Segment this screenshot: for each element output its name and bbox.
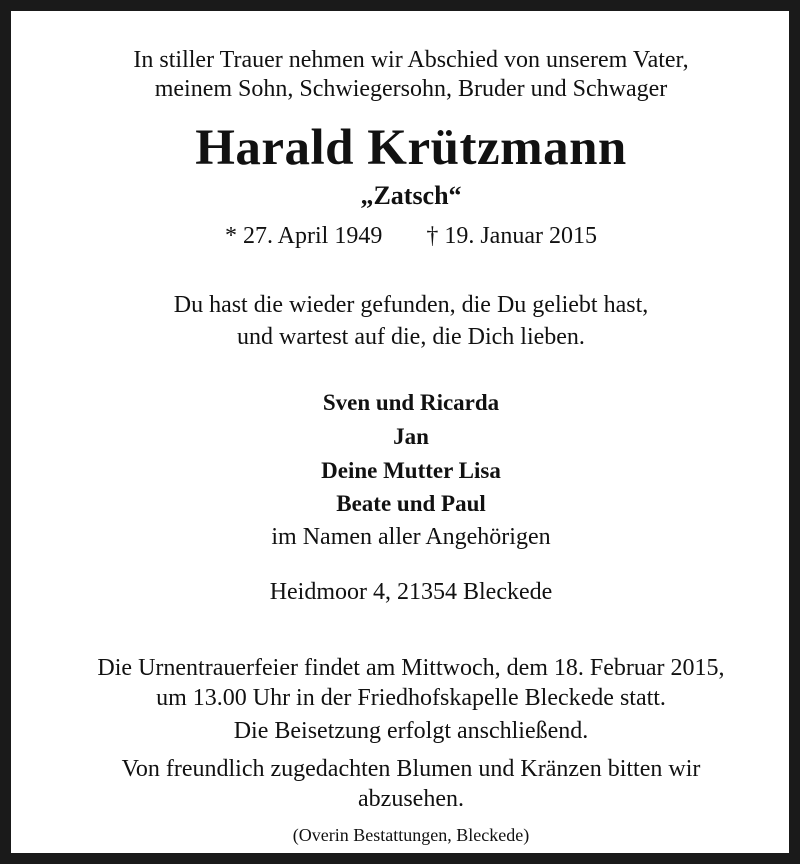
mourner-3: Deine Mutter Lisa <box>321 458 501 483</box>
quote-line-2: und wartest auf die, die Dich lieben. <box>237 324 585 350</box>
quote-line-1: Du hast die wieder gefunden, die Du geliebt hast, <box>173 292 649 318</box>
birth-date: * 27. April 1949 <box>225 223 383 249</box>
undertaker: (Overin Bestattungen, Bleckede) <box>292 825 530 845</box>
address: Heidmoor 4, 21354 Bleckede <box>269 579 553 605</box>
intro-line-1: In stiller Trauer nehmen wir Abschied von unserem Vater, <box>133 47 689 73</box>
intro-line-2: meinem Sohn, Schwiegersohn, Bruder und Schwager <box>154 76 668 102</box>
mourner-1: Sven und Ricarda <box>322 390 500 415</box>
on-behalf-line: im Namen aller Angehörigen <box>271 524 551 550</box>
burial-line: Die Beisetzung erfolgt anschließend. <box>233 718 589 744</box>
flowers-line-1: Von freundlich zugedachten Blumen und Kränzen bitten wir <box>121 756 701 782</box>
ceremony-line-2: um 13.00 Uhr in der Friedhofskapelle Bleckede statt. <box>156 685 666 711</box>
mourner-4: Beate und Paul <box>336 491 486 516</box>
nickname: „Zatsch“ <box>360 181 462 210</box>
mourner-2: Jan <box>393 424 429 449</box>
deceased-name: Harald Krützmann <box>195 120 627 176</box>
flowers-line-2: abzusehen. <box>358 786 464 812</box>
life-dates <box>11 224 800 248</box>
ceremony-line-1: Die Urnentrauerfeier findet am Mittwoch, dem 18. Februar 2015, <box>97 655 725 681</box>
death-date: † 19. Januar 2015 <box>426 223 597 249</box>
